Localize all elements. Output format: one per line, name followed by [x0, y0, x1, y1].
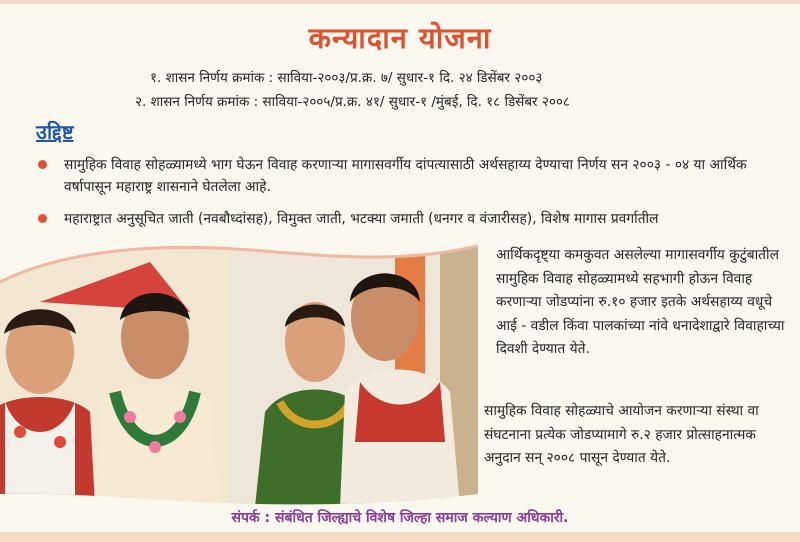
objective-point-3: सामुहिक विवाह सोहळ्याचे आयोजन करणाऱ्या संस्था वा संघटनाना प्रत्येक जोडप्यामागे रु.२ हजार प्रोत्साहनात्मक अनुदान सन् २००८ पासून देण्यात येते. [484, 403, 759, 466]
objective-point-1: सामुहिक विवाह सोहळ्यामध्ये भाग घेऊन विवाह करणाऱ्या मागासवर्गीय दांपत्यासाठी अर्थसहाय्य देण्याचा निर्णय सन २००३ - ०४ या आर्थिक वर्षापासून महाराष्ट्र शासनाने घेतलेला आहे. [64, 157, 747, 195]
objective-point-2-start: महाराष्ट्रात अनुसूचित जाती (नवबौध्दांसह), विमुक्त जाती, भटक्या जमाती (धनगर व वंजारीसह), विशेष मागास प्रवर्गातील [64, 211, 659, 227]
bullet-icon [38, 214, 47, 223]
page-title: कन्यादान योजना [308, 21, 492, 55]
government-resolution-1: १. शासन निर्णय क्रमांक : साविया-२००३/प्र.क्र. ७/ सुधार-१ दि. २४ डिसेंबर २००३ [150, 70, 543, 86]
objective-heading: उद्दिष्ट [36, 120, 74, 144]
wedding-couples-photo [0, 242, 478, 507]
top-edge [0, 0, 800, 4]
bottom-edge [0, 532, 800, 542]
objective-point-2-continued: आर्थिकदृष्ट्या कमकुवत असलेल्या मागासवर्गीय कुटुंबातील सामुहिक विवाह सोहळ्यामध्ये सहभागी होऊन विवाह करणाऱ्या जोडप्यांना रु.१० हजार इतके अर्थसहाय्य वधूचे आई - वडील किंवा पालकांच्या नांवे धनादेशाद्वारे विवाहाच्या दिवशी देण्यात येते. [496, 247, 785, 357]
government-resolution-2: २. शासन निर्णय क्रमांक : साविया-२००५/प्र.क्र. ४१/ सुधार-१ /मुंबई, दि. १८ डिसेंबर २००८ [135, 94, 570, 110]
bullet-icon [38, 160, 47, 169]
contact-footer: संपर्क : संबंधित जिल्ह्याचे विशेष जिल्हा समाज कल्याण अधिकारी. [231, 510, 569, 526]
